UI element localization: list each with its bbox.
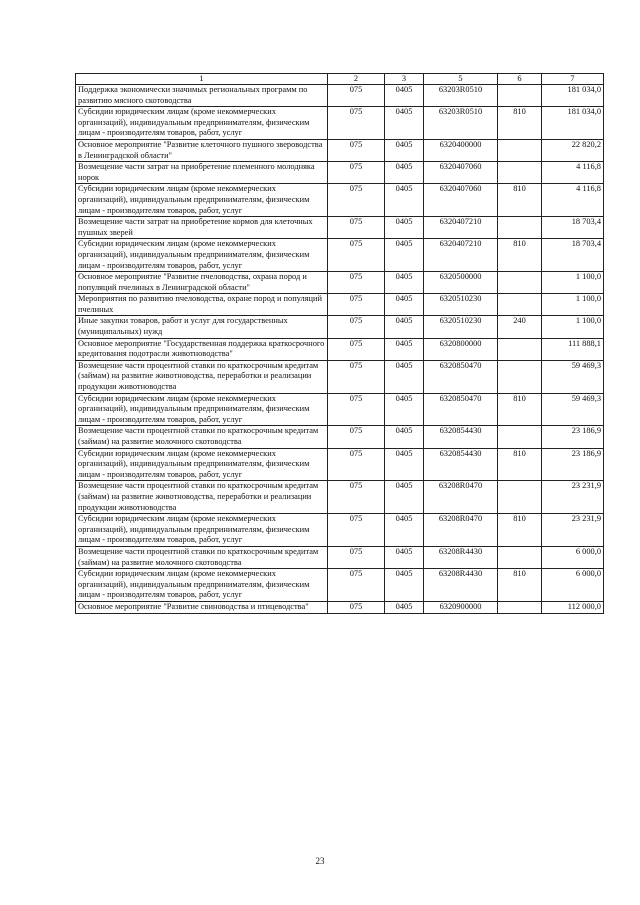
cell-amount: 112 000,0 [542,601,604,613]
cell-ministry: 075 [328,514,385,547]
table-row [76,338,604,360]
cell-section: 0405 [385,601,424,613]
cell-section: 0405 [385,107,424,140]
table-row [76,139,604,161]
cell-section: 0405 [385,448,424,481]
header-col-1: 1 [76,74,328,85]
cell-ministry: 075 [328,294,385,316]
cell-section: 0405 [385,272,424,294]
cell-ministry: 075 [328,184,385,217]
cell-expense-type: 810 [498,239,542,272]
cell-description: Основное мероприятие "Развитие свиноводства и птицеводства" [76,601,328,613]
cell-expense-type: 810 [498,393,542,426]
cell-expense-type [498,338,542,360]
cell-target-code: 6320510230 [424,316,498,338]
header-col-6: 6 [498,74,542,85]
cell-amount: 1 100,0 [542,294,604,316]
cell-amount: 111 888,1 [542,338,604,360]
cell-section: 0405 [385,217,424,239]
cell-target-code: 6320407210 [424,239,498,272]
cell-amount: 23 231,9 [542,481,604,514]
cell-description: Возмещение части затрат на приобретение кормов для клеточных пушных зверей [76,217,328,239]
cell-ministry: 075 [328,316,385,338]
cell-expense-type [498,139,542,161]
cell-amount: 23 186,9 [542,426,604,448]
cell-description: Возмещение части процентной ставки по краткосрочным кредитам (займам) на развитие молочного скотоводства [76,546,328,568]
table-row [76,162,604,184]
cell-amount: 18 703,4 [542,239,604,272]
cell-description: Субсидии юридическим лицам (кроме некоммерческих организаций), индивидуальным предпринимателям, физическим лицам - производителям товаров, работ, услуг [76,107,328,140]
cell-ministry: 075 [328,481,385,514]
cell-amount: 6 000,0 [542,569,604,602]
cell-section: 0405 [385,294,424,316]
table-row [76,316,604,338]
cell-ministry: 075 [328,448,385,481]
cell-ministry: 075 [328,162,385,184]
cell-description: Субсидии юридическим лицам (кроме некоммерческих организаций), индивидуальным предпринимателям, физическим лицам - производителям товаров, работ, услуг [76,514,328,547]
header-col-3: 3 [385,74,424,85]
cell-target-code: 6320850470 [424,360,498,393]
cell-ministry: 075 [328,85,385,107]
cell-expense-type: 810 [498,107,542,140]
cell-ministry: 075 [328,393,385,426]
cell-ministry: 075 [328,239,385,272]
cell-description: Возмещение части затрат на приобретение племенного молодняка норок [76,162,328,184]
table-row [76,85,604,107]
cell-target-code: 6320407060 [424,162,498,184]
cell-target-code: 63203R0510 [424,107,498,140]
cell-description: Иные закупки товаров, работ и услуг для государственных (муниципальных) нужд [76,316,328,338]
cell-section: 0405 [385,85,424,107]
cell-expense-type: 810 [498,514,542,547]
cell-amount: 22 820,2 [542,139,604,161]
cell-target-code: 63203R0510 [424,85,498,107]
cell-expense-type [498,294,542,316]
table-row [76,184,604,217]
cell-description: Субсидии юридическим лицам (кроме некоммерческих организаций), индивидуальным предпринимателям, физическим лицам - производителям товаров, работ, услуг [76,239,328,272]
cell-expense-type [498,162,542,184]
cell-amount: 4 116,8 [542,184,604,217]
table-row [76,514,604,547]
cell-ministry: 075 [328,546,385,568]
header-col-7: 7 [542,74,604,85]
cell-section: 0405 [385,514,424,547]
cell-description: Субсидии юридическим лицам (кроме некоммерческих организаций), индивидуальным предпринимателям, физическим лицам - производителям товаров, работ, услуг [76,393,328,426]
cell-expense-type: 240 [498,316,542,338]
cell-target-code: 63208R0470 [424,514,498,547]
cell-description: Возмещение части процентной ставки по краткосрочным кредитам (займам) на развитие животноводства, переработки и реализации продукции животноводства [76,481,328,514]
cell-ministry: 075 [328,338,385,360]
cell-amount: 59 469,3 [542,393,604,426]
cell-section: 0405 [385,546,424,568]
table-row [76,107,604,140]
cell-amount: 181 034,0 [542,85,604,107]
cell-ministry: 075 [328,272,385,294]
cell-section: 0405 [385,162,424,184]
cell-section: 0405 [385,426,424,448]
cell-description: Основное мероприятие "Развитие пчеловодства, охрана пород и популяций пчелиных в Ленинградской области" [76,272,328,294]
table-row [76,360,604,393]
cell-target-code: 6320854430 [424,448,498,481]
cell-target-code: 6320407210 [424,217,498,239]
cell-target-code: 6320850470 [424,393,498,426]
cell-amount: 6 000,0 [542,546,604,568]
cell-expense-type [498,481,542,514]
page-number: 23 [315,856,325,866]
cell-description: Основное мероприятие "Государственная поддержка краткосрочного кредитования подотрасли животноводства" [76,338,328,360]
cell-ministry: 075 [328,601,385,613]
table-row [76,448,604,481]
cell-section: 0405 [385,316,424,338]
table-row [76,426,604,448]
cell-section: 0405 [385,481,424,514]
cell-section: 0405 [385,393,424,426]
cell-ministry: 075 [328,360,385,393]
cell-expense-type [498,272,542,294]
cell-description: Субсидии юридическим лицам (кроме некоммерческих организаций), индивидуальным предпринимателям, физическим лицам - производителям товаров, работ, услуг [76,448,328,481]
cell-description: Основное мероприятие "Развитие клеточного пушного звероводства в Ленинградской области" [76,139,328,161]
cell-amount: 181 034,0 [542,107,604,140]
cell-section: 0405 [385,569,424,602]
cell-amount: 23 186,9 [542,448,604,481]
cell-target-code: 6320510230 [424,294,498,316]
cell-section: 0405 [385,338,424,360]
table-row [76,393,604,426]
cell-description: Субсидии юридическим лицам (кроме некоммерческих организаций), индивидуальным предпринимателям, физическим лицам - производителям товаров, работ, услуг [76,184,328,217]
table-row [76,217,604,239]
cell-expense-type [498,426,542,448]
cell-ministry: 075 [328,107,385,140]
table-row [76,546,604,568]
cell-amount: 1 100,0 [542,272,604,294]
cell-target-code: 6320854430 [424,426,498,448]
table-row [76,569,604,602]
cell-description: Субсидии юридическим лицам (кроме некоммерческих организаций), индивидуальным предпринимателям, физическим лицам - производителям товаров, работ, услуг [76,569,328,602]
cell-expense-type [498,360,542,393]
cell-amount: 23 231,9 [542,514,604,547]
cell-target-code: 6320800000 [424,338,498,360]
cell-expense-type: 810 [498,184,542,217]
table-header-row [76,74,604,85]
cell-amount: 4 116,8 [542,162,604,184]
header-col-5: 5 [424,74,498,85]
cell-target-code: 63208R0470 [424,481,498,514]
table-row [76,272,604,294]
cell-description: Возмещение части процентной ставки по краткосрочным кредитам (займам) на развитие молочного скотоводства [76,426,328,448]
cell-expense-type [498,217,542,239]
cell-amount: 18 703,4 [542,217,604,239]
cell-section: 0405 [385,139,424,161]
cell-ministry: 075 [328,569,385,602]
table-row [76,481,604,514]
cell-target-code: 6320407060 [424,184,498,217]
cell-target-code: 6320400000 [424,139,498,161]
cell-expense-type [498,546,542,568]
cell-description: Мероприятия по развитию пчеловодства, охране пород и популяций пчелиных [76,294,328,316]
cell-target-code: 6320900000 [424,601,498,613]
table-row [76,294,604,316]
cell-section: 0405 [385,360,424,393]
cell-amount: 1 100,0 [542,316,604,338]
cell-expense-type: 810 [498,569,542,602]
cell-target-code: 6320500000 [424,272,498,294]
table-row [76,601,604,613]
cell-section: 0405 [385,184,424,217]
cell-expense-type [498,85,542,107]
cell-expense-type: 810 [498,448,542,481]
budget-table [75,73,604,614]
cell-target-code: 63208R4430 [424,546,498,568]
cell-ministry: 075 [328,139,385,161]
cell-target-code: 63208R4430 [424,569,498,602]
cell-amount: 59 469,3 [542,360,604,393]
cell-ministry: 075 [328,426,385,448]
cell-description: Поддержка экономически значимых региональных программ по развитию мясного скотоводства [76,85,328,107]
cell-description: Возмещение части процентной ставки по краткосрочным кредитам (займам) на развитие животноводства, переработки и реализации продукции животноводства [76,360,328,393]
cell-section: 0405 [385,239,424,272]
header-col-2: 2 [328,74,385,85]
table-row [76,239,604,272]
cell-expense-type [498,601,542,613]
cell-ministry: 075 [328,217,385,239]
